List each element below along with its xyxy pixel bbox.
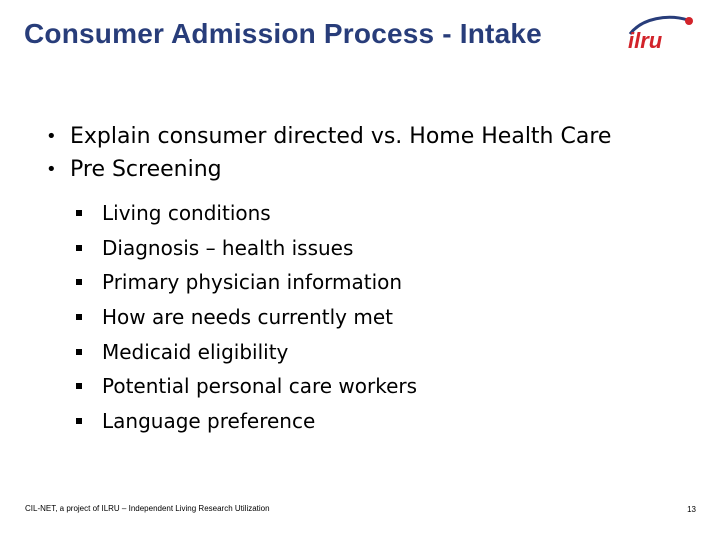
sub-bullet-item: [74, 231, 417, 266]
page-number: 13: [687, 505, 696, 514]
square-bullet-icon: [76, 418, 82, 424]
bullet-item: [46, 153, 611, 186]
bullet-dot-icon: •: [46, 159, 57, 180]
bullet-text: Explain consumer directed vs. Home Health Care: [70, 124, 612, 149]
square-bullet-icon: [76, 279, 82, 285]
sub-bullet-item: [74, 404, 417, 439]
square-bullet-icon: [76, 349, 82, 355]
bullet-text: Pre Screening: [70, 157, 222, 182]
svg-text:ilru: ilru: [628, 28, 663, 52]
slide-title: Consumer Admission Process - Intake: [24, 18, 542, 49]
square-bullet-icon: [76, 210, 82, 216]
square-bullet-icon: [76, 245, 82, 251]
sub-bullet-item: [74, 335, 417, 370]
sub-bullet-item: [74, 196, 417, 231]
sub-bullet-item: [74, 369, 417, 404]
sub-bullet-text: Medicaid eligibility: [102, 339, 289, 364]
sub-bullet-text: Living conditions: [102, 201, 271, 225]
square-bullet-icon: [76, 314, 82, 320]
bullet-item: [46, 120, 611, 153]
sub-bullet-item: [74, 265, 417, 300]
footer-text: CIL-NET, a project of ILRU – Independent Living Research Utilization: [25, 504, 270, 513]
sub-bullet-text: How are needs currently met: [102, 305, 393, 330]
square-bullet-icon: [76, 383, 82, 389]
sub-bullet-item: [74, 300, 417, 335]
sub-bullet-text: Primary physician information: [102, 270, 403, 295]
sub-bullet-text: Language preference: [102, 409, 316, 434]
sub-bullet-text: Diagnosis – health issues: [102, 235, 354, 260]
bullet-dot-icon: •: [46, 126, 57, 147]
sub-bullet-text: Potential personal care workers: [102, 374, 418, 399]
ilru-logo: [624, 12, 696, 52]
bullet-list: [46, 120, 611, 186]
sub-bullet-list: [74, 196, 417, 439]
